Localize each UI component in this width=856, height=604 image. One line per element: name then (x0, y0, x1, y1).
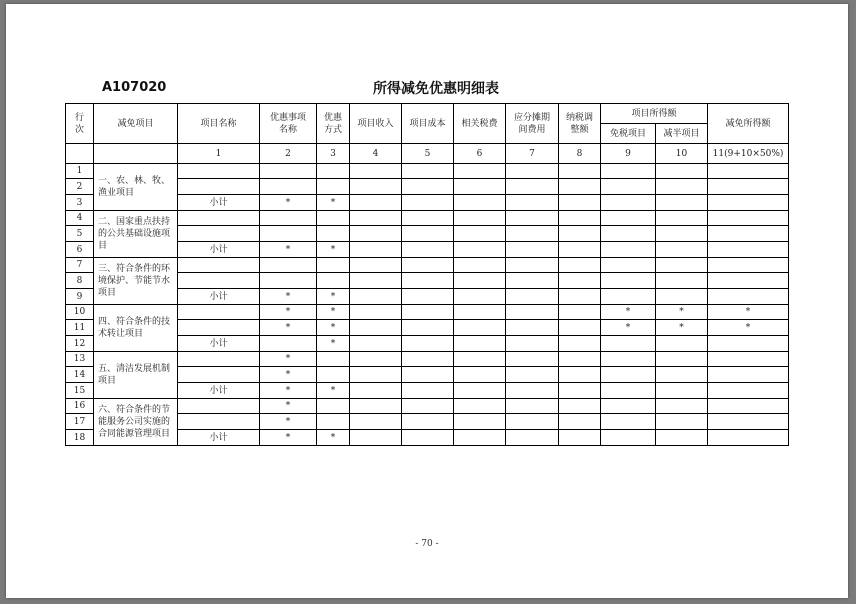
taxes-cell[interactable] (454, 430, 506, 446)
row-number: 10 (66, 305, 94, 320)
revenue-cell[interactable] (350, 399, 402, 414)
method-cell[interactable]: * (317, 383, 350, 399)
project-name-cell: 小计 (178, 336, 260, 352)
col-number: 8 (559, 144, 601, 164)
col-number: 9 (601, 144, 656, 164)
header-tax-adjust: 纳税调整额 (559, 104, 601, 144)
half-cell[interactable] (656, 258, 708, 273)
shared-expense-cell[interactable] (506, 320, 559, 336)
taxes-cell[interactable] (454, 399, 506, 414)
revenue-cell[interactable] (350, 242, 402, 258)
project-name-cell[interactable] (178, 258, 260, 273)
project-name-cell[interactable] (178, 320, 260, 336)
half-cell[interactable] (656, 336, 708, 352)
taxes-cell[interactable] (454, 336, 506, 352)
exempt-cell[interactable] (601, 289, 656, 305)
policy-item-cell[interactable] (260, 336, 317, 352)
row-number: 5 (66, 226, 94, 242)
revenue-cell[interactable] (350, 367, 402, 383)
col-number: 7 (506, 144, 559, 164)
policy-item-cell[interactable] (260, 273, 317, 289)
method-cell[interactable] (317, 352, 350, 367)
project-name-cell[interactable] (178, 211, 260, 226)
project-name-cell[interactable] (178, 399, 260, 414)
revenue-cell[interactable] (350, 273, 402, 289)
method-cell[interactable] (317, 399, 350, 414)
col-number: 11(9+10×50%) (708, 144, 789, 164)
method-cell[interactable] (317, 273, 350, 289)
half-cell[interactable] (656, 352, 708, 367)
shared-expense-cell[interactable] (506, 399, 559, 414)
tax-adjust-cell[interactable] (559, 211, 601, 226)
exempt-cell[interactable] (601, 352, 656, 367)
reduced-cell[interactable] (708, 399, 789, 414)
exempt-cell[interactable] (601, 258, 656, 273)
exempt-cell[interactable]: * (601, 305, 656, 320)
row-number: 18 (66, 430, 94, 446)
reduced-cell[interactable] (708, 414, 789, 430)
table-row (66, 164, 789, 179)
shared-expense-cell[interactable] (506, 195, 559, 211)
tax-adjust-cell[interactable] (559, 164, 601, 179)
taxes-cell[interactable] (454, 352, 506, 367)
header-taxes: 相关税费 (454, 104, 506, 144)
col-number: 10 (656, 144, 708, 164)
half-cell[interactable] (656, 195, 708, 211)
header-half: 减半项目 (656, 124, 708, 144)
exempt-cell[interactable] (601, 195, 656, 211)
half-cell[interactable] (656, 399, 708, 414)
method-cell[interactable]: * (317, 289, 350, 305)
cost-cell[interactable] (402, 211, 454, 226)
reduced-cell[interactable] (708, 242, 789, 258)
cost-cell[interactable] (402, 305, 454, 320)
tax-adjust-cell[interactable] (559, 289, 601, 305)
col-number: 6 (454, 144, 506, 164)
header-reduced: 减免所得额 (708, 104, 789, 144)
tax-adjust-cell[interactable] (559, 258, 601, 273)
revenue-cell[interactable] (350, 195, 402, 211)
policy-item-cell[interactable] (260, 164, 317, 179)
row-number: 6 (66, 242, 94, 258)
shared-expense-cell[interactable] (506, 164, 559, 179)
table-row (66, 211, 789, 226)
shared-expense-cell[interactable] (506, 273, 559, 289)
tax-adjust-cell[interactable] (559, 226, 601, 242)
policy-item-cell[interactable]: * (260, 414, 317, 430)
reduced-cell[interactable]: * (708, 320, 789, 336)
revenue-cell[interactable] (350, 414, 402, 430)
reduced-cell[interactable]: * (708, 305, 789, 320)
half-cell[interactable] (656, 383, 708, 399)
taxes-cell[interactable] (454, 320, 506, 336)
col-number: 3 (317, 144, 350, 164)
exempt-cell[interactable] (601, 242, 656, 258)
reduced-cell[interactable] (708, 430, 789, 446)
revenue-cell[interactable] (350, 336, 402, 352)
exempt-cell[interactable] (601, 273, 656, 289)
taxes-cell[interactable] (454, 289, 506, 305)
row-number: 16 (66, 399, 94, 414)
project-name-cell: 小计 (178, 195, 260, 211)
table-row (66, 399, 789, 414)
document-page (6, 4, 848, 598)
row-number: 2 (66, 179, 94, 195)
shared-expense-cell[interactable] (506, 211, 559, 226)
shared-expense-cell[interactable] (506, 258, 559, 273)
category-label: 六、符合条件的节能服务公司实施的合同能源管理项目 (94, 399, 178, 446)
project-name-cell[interactable] (178, 273, 260, 289)
policy-item-cell[interactable]: * (260, 383, 317, 399)
row-number: 14 (66, 367, 94, 383)
cost-cell[interactable] (402, 289, 454, 305)
policy-item-cell[interactable]: * (260, 305, 317, 320)
half-cell[interactable] (656, 367, 708, 383)
reduced-cell[interactable] (708, 164, 789, 179)
taxes-cell[interactable] (454, 179, 506, 195)
cost-cell[interactable] (402, 273, 454, 289)
exempt-cell[interactable] (601, 383, 656, 399)
taxes-cell[interactable] (454, 273, 506, 289)
header-revenue: 项目收入 (350, 104, 402, 144)
tax-adjust-cell[interactable] (559, 414, 601, 430)
tax-adjust-cell[interactable] (559, 242, 601, 258)
policy-item-cell[interactable]: * (260, 367, 317, 383)
policy-item-cell[interactable]: * (260, 352, 317, 367)
header-row-no: 行次 (66, 104, 94, 144)
policy-item-cell[interactable]: * (260, 399, 317, 414)
half-cell[interactable] (656, 430, 708, 446)
cost-cell[interactable] (402, 399, 454, 414)
method-cell[interactable] (317, 367, 350, 383)
revenue-cell[interactable] (350, 305, 402, 320)
reduced-cell[interactable] (708, 273, 789, 289)
project-name-cell: 小计 (178, 430, 260, 446)
reduced-cell[interactable] (708, 289, 789, 305)
project-name-cell[interactable] (178, 226, 260, 242)
half-cell[interactable] (656, 179, 708, 195)
row-number: 3 (66, 195, 94, 211)
revenue-cell[interactable] (350, 258, 402, 273)
revenue-cell[interactable] (350, 211, 402, 226)
policy-item-cell[interactable]: * (260, 320, 317, 336)
reduced-cell[interactable] (708, 211, 789, 226)
revenue-cell[interactable] (350, 226, 402, 242)
policy-item-cell[interactable]: * (260, 430, 317, 446)
reduced-cell[interactable] (708, 195, 789, 211)
category-label: 三、符合条件的环境保护、节能节水项目 (94, 258, 178, 305)
form-code: A107020 (102, 80, 167, 95)
project-name-cell: 小计 (178, 289, 260, 305)
exempt-cell[interactable] (601, 211, 656, 226)
cost-cell[interactable] (402, 258, 454, 273)
cost-cell[interactable] (402, 195, 454, 211)
cost-cell[interactable] (402, 242, 454, 258)
row-number: 8 (66, 273, 94, 289)
shared-expense-cell[interactable] (506, 383, 559, 399)
reduced-cell[interactable] (708, 336, 789, 352)
taxes-cell[interactable] (454, 258, 506, 273)
policy-item-cell[interactable]: * (260, 195, 317, 211)
tax-adjust-cell[interactable] (559, 195, 601, 211)
taxes-cell[interactable] (454, 305, 506, 320)
shared-expense-cell[interactable] (506, 305, 559, 320)
exempt-cell[interactable] (601, 367, 656, 383)
header-cost: 项目成本 (402, 104, 454, 144)
half-cell[interactable] (656, 242, 708, 258)
method-cell[interactable]: * (317, 430, 350, 446)
half-cell[interactable] (656, 164, 708, 179)
revenue-cell[interactable] (350, 383, 402, 399)
half-cell[interactable] (656, 289, 708, 305)
col-number: 5 (402, 144, 454, 164)
policy-item-cell[interactable] (260, 226, 317, 242)
method-cell[interactable] (317, 226, 350, 242)
row-number: 17 (66, 414, 94, 430)
shared-expense-cell[interactable] (506, 352, 559, 367)
col-number: 1 (178, 144, 260, 164)
tax-adjust-cell[interactable] (559, 179, 601, 195)
revenue-cell[interactable] (350, 289, 402, 305)
row-number: 12 (66, 336, 94, 352)
project-name-cell[interactable] (178, 352, 260, 367)
method-cell[interactable]: * (317, 336, 350, 352)
exempt-cell[interactable] (601, 336, 656, 352)
header-exempt: 免税项目 (601, 124, 656, 144)
project-name-cell[interactable] (178, 305, 260, 320)
tax-adjust-cell[interactable] (559, 273, 601, 289)
cost-cell[interactable] (402, 430, 454, 446)
taxes-cell[interactable] (454, 211, 506, 226)
cost-cell[interactable] (402, 164, 454, 179)
method-cell[interactable]: * (317, 305, 350, 320)
shared-expense-cell[interactable] (506, 226, 559, 242)
header-income-group: 项目所得额 (601, 104, 708, 124)
cost-cell[interactable] (402, 226, 454, 242)
revenue-cell[interactable] (350, 164, 402, 179)
category-label: 五、清洁发展机制项目 (94, 352, 178, 399)
exempt-cell[interactable] (601, 164, 656, 179)
col-number-blank (94, 144, 178, 164)
header-item: 减免项目 (94, 104, 178, 144)
reduced-cell[interactable] (708, 383, 789, 399)
method-cell[interactable] (317, 211, 350, 226)
form-title: 所得减免优惠明细表 (373, 81, 499, 97)
half-cell[interactable]: * (656, 320, 708, 336)
category-label: 一、农、林、牧、渔业项目 (94, 164, 178, 211)
shared-expense-cell[interactable] (506, 242, 559, 258)
row-number: 13 (66, 352, 94, 367)
exempt-cell[interactable]: * (601, 320, 656, 336)
tax-adjust-cell[interactable] (559, 336, 601, 352)
header-shared-expense: 应分摊期间费用 (506, 104, 559, 144)
column-number-row (66, 144, 789, 164)
taxes-cell[interactable] (454, 414, 506, 430)
policy-item-cell[interactable]: * (260, 289, 317, 305)
table-row (66, 352, 789, 367)
exempt-cell[interactable] (601, 226, 656, 242)
revenue-cell[interactable] (350, 430, 402, 446)
row-number: 15 (66, 383, 94, 399)
revenue-cell[interactable] (350, 320, 402, 336)
col-number: 2 (260, 144, 317, 164)
cost-cell[interactable] (402, 383, 454, 399)
policy-item-cell[interactable]: * (260, 242, 317, 258)
taxes-cell[interactable] (454, 195, 506, 211)
exempt-cell[interactable] (601, 414, 656, 430)
revenue-cell[interactable] (350, 179, 402, 195)
row-number: 4 (66, 211, 94, 226)
cost-cell[interactable] (402, 414, 454, 430)
shared-expense-cell[interactable] (506, 289, 559, 305)
method-cell[interactable] (317, 164, 350, 179)
half-cell[interactable] (656, 211, 708, 226)
exempt-cell[interactable] (601, 179, 656, 195)
cost-cell[interactable] (402, 320, 454, 336)
reduced-cell[interactable] (708, 179, 789, 195)
reduced-cell[interactable] (708, 258, 789, 273)
policy-item-cell[interactable] (260, 211, 317, 226)
policy-item-cell[interactable] (260, 258, 317, 273)
row-number: 11 (66, 320, 94, 336)
tax-adjust-cell[interactable] (559, 352, 601, 367)
project-name-cell[interactable] (178, 164, 260, 179)
taxes-cell[interactable] (454, 226, 506, 242)
cost-cell[interactable] (402, 367, 454, 383)
taxes-cell[interactable] (454, 242, 506, 258)
col-number: 4 (350, 144, 402, 164)
tax-adjust-cell[interactable] (559, 305, 601, 320)
reduced-cell[interactable] (708, 352, 789, 367)
tax-adjust-cell[interactable] (559, 320, 601, 336)
shared-expense-cell[interactable] (506, 430, 559, 446)
header-method: 优惠方式 (317, 104, 350, 144)
header-project-name: 项目名称 (178, 104, 260, 144)
project-name-cell[interactable] (178, 414, 260, 430)
policy-item-cell[interactable] (260, 179, 317, 195)
header-row-1 (66, 104, 789, 124)
project-name-cell: 小计 (178, 242, 260, 258)
half-cell[interactable] (656, 414, 708, 430)
table-row (66, 305, 789, 320)
shared-expense-cell[interactable] (506, 179, 559, 195)
tax-adjust-cell[interactable] (559, 399, 601, 414)
method-cell[interactable]: * (317, 242, 350, 258)
project-name-cell[interactable] (178, 367, 260, 383)
method-cell[interactable] (317, 414, 350, 430)
row-number: 1 (66, 164, 94, 179)
revenue-cell[interactable] (350, 352, 402, 367)
taxes-cell[interactable] (454, 164, 506, 179)
method-cell[interactable]: * (317, 320, 350, 336)
project-name-cell[interactable] (178, 179, 260, 195)
table-row (66, 258, 789, 273)
cost-cell[interactable] (402, 179, 454, 195)
category-label: 二、国家重点扶持的公共基础设施项目 (94, 211, 178, 258)
cost-cell[interactable] (402, 352, 454, 367)
reduced-cell[interactable] (708, 226, 789, 242)
method-cell[interactable] (317, 258, 350, 273)
category-label: 四、符合条件的技术转让项目 (94, 305, 178, 352)
col-number-blank (66, 144, 94, 164)
half-cell[interactable]: * (656, 305, 708, 320)
project-name-cell: 小计 (178, 383, 260, 399)
income-reduction-table (65, 103, 789, 446)
method-cell[interactable] (317, 179, 350, 195)
exempt-cell[interactable] (601, 430, 656, 446)
page-number: - 70 - (415, 539, 439, 549)
tax-adjust-cell[interactable] (559, 430, 601, 446)
row-number: 7 (66, 258, 94, 273)
tax-adjust-cell[interactable] (559, 383, 601, 399)
method-cell[interactable]: * (317, 195, 350, 211)
exempt-cell[interactable] (601, 399, 656, 414)
half-cell[interactable] (656, 273, 708, 289)
taxes-cell[interactable] (454, 383, 506, 399)
taxes-cell[interactable] (454, 367, 506, 383)
reduced-cell[interactable] (708, 367, 789, 383)
half-cell[interactable] (656, 226, 708, 242)
tax-adjust-cell[interactable] (559, 367, 601, 383)
shared-expense-cell[interactable] (506, 414, 559, 430)
header-policy-item: 优惠事项名称 (260, 104, 317, 144)
cost-cell[interactable] (402, 336, 454, 352)
shared-expense-cell[interactable] (506, 367, 559, 383)
shared-expense-cell[interactable] (506, 336, 559, 352)
row-number: 9 (66, 289, 94, 305)
